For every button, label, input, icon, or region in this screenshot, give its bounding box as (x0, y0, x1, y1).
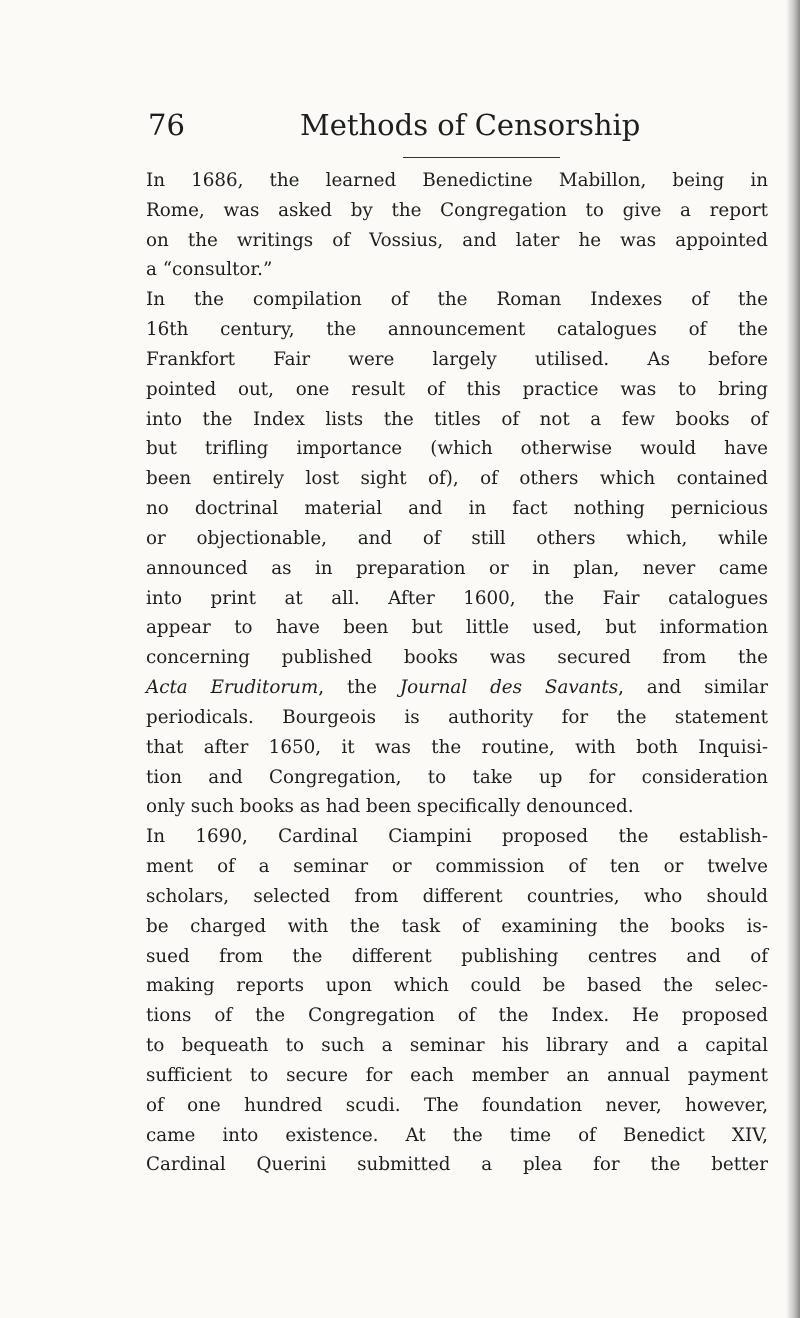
text-line: Frankfort Fair were largely utilised. As before (146, 348, 768, 370)
text-line: ment of a seminar or commission of ten or twelve (146, 856, 768, 878)
text-line: on the writings of Vossius, and later he was appointed (146, 229, 768, 251)
text-line: sued from the different publishing centres and of (146, 945, 768, 967)
text-line: came into existence. At the time of Benedict XIV, (146, 1124, 768, 1146)
text-line: no doctrinal material and in fact nothing pernicious (146, 498, 768, 520)
text-line: making reports upon which could be based the selec- (146, 975, 768, 997)
running-title: Methods of Censorship (300, 108, 641, 142)
text-line: into the Index lists the titles of not a few books of (146, 408, 768, 430)
text-line: into print at all. After 1600, the Fair catalogues (146, 587, 768, 609)
text-line: In 1686, the learned Benedictine Mabillon, being in (146, 170, 768, 191)
text-line: tion and Congregation, to take up for consideration (146, 766, 768, 788)
text-line-with-italics (146, 673, 768, 703)
text-line: periodicals. Bourgeois is authority for the statement (146, 706, 768, 728)
text-line: Rome, was asked by the Congregation to give a report (146, 199, 768, 221)
text-line: Cardinal Querini submitted a plea for the better (146, 1154, 768, 1176)
text-line: concerning published books was secured from the (146, 647, 768, 669)
italic-title-journal: Journal des Savants (399, 677, 619, 699)
text-line: 16th century, the announcement catalogues of the (146, 319, 768, 341)
text-line: announced as in preparation or in plan, never came (146, 557, 768, 579)
text-line: scholars, selected from different countries, who should (146, 885, 768, 907)
page-edge-shadow (786, 0, 800, 1318)
text-line: pointed out, one result of this practice was to bring (146, 378, 768, 400)
text-line: been entirely lost sight of), of others which contained (146, 468, 768, 490)
text-line: sufficient to secure for each member an annual payment (146, 1064, 768, 1086)
text-fragment: , and similar (618, 677, 768, 699)
running-header (148, 100, 768, 150)
paragraph-1 (146, 166, 768, 285)
page-number: 76 (148, 108, 185, 142)
text-line: tions of the Congregation of the Index. He proposed (146, 1005, 768, 1027)
paragraph-3 (146, 822, 768, 1180)
text-line: In 1690, Cardinal Ciampini proposed the establish- (146, 826, 768, 848)
text-line: to bequeath to such a seminar his library and a capital (146, 1035, 768, 1057)
text-line: or objectionable, and of still others which, while (146, 527, 768, 549)
text-line: In the compilation of the Roman Indexes of the (146, 289, 768, 311)
italic-title-acta: Acta Eruditorum (146, 677, 319, 699)
text-line: of one hundred scudi. The foundation never, however, (146, 1094, 768, 1116)
text-line: appear to have been but little used, but information (146, 617, 768, 639)
text-line: be charged with the task of examining the books is- (146, 915, 768, 937)
text-line: only such books as had been specifically denounced. (146, 796, 634, 818)
paragraph-2 (146, 285, 768, 822)
text-line: that after 1650, it was the routine, with both Inquisi- (146, 736, 768, 758)
text-fragment: , the (318, 677, 400, 699)
text-line: but trifling importance (which otherwise would have (146, 438, 768, 460)
text-line: a “consultor.” (146, 259, 273, 281)
body-text (146, 166, 768, 1180)
header-rule (403, 157, 560, 158)
